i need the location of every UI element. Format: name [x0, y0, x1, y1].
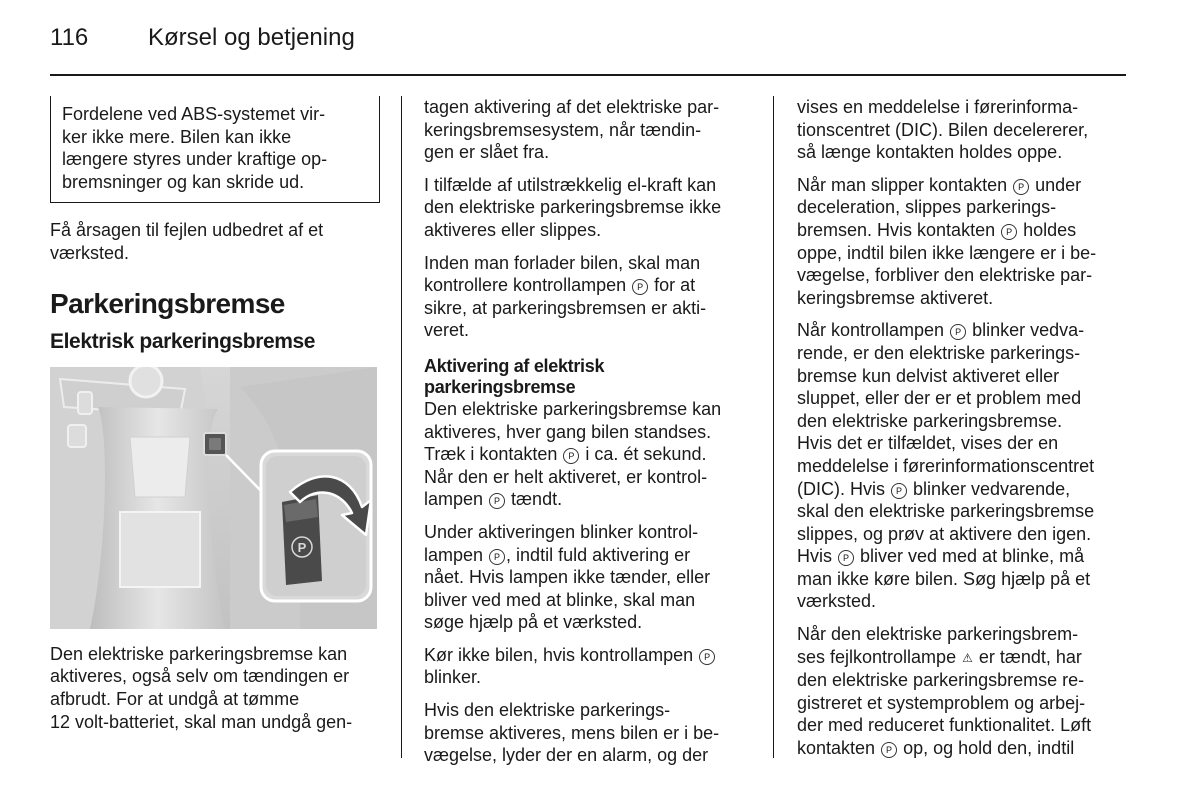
paragraph: Kør ikke bilen, hvis kontrollampen P blinker. — [424, 644, 754, 689]
header-rule — [50, 74, 1126, 76]
parking-brake-figure — [50, 367, 377, 629]
parking-brake-lamp-icon: P — [563, 448, 579, 464]
parking-brake-lamp-icon: P — [838, 550, 854, 566]
paragraph: Den elektriske parkeringsbremse kan aktiveres, også selv om tændingen er afbrudt. For at undgå at tømme 12 volt-batteriet, skal man undgå gen- — [50, 643, 353, 732]
parking-brake-lamp-icon: P — [881, 742, 897, 758]
parking-brake-lamp-icon: P — [489, 493, 505, 509]
paragraph: Når den elektriske parkeringsbrem- ses fejlkontrollampe ⚠ er tændt, har den elektriske parkeringsbremse re- gistreret et systemproblem og arbej- der med reduceret funktionalitet. Løft kontakten P op, og hold den, indtil — [797, 624, 1092, 759]
paragraph: vises en meddelelse i førerinforma- tionscentret (DIC). Bilen decelererer, så længe kontakten holdes oppe. — [797, 97, 1089, 163]
parking-brake-lamp-icon: P — [1013, 179, 1029, 195]
warning-box: Fordelene ved ABS-systemet vir- ker ikke mere. Bilen kan ikke længere styres under kraftige op- bremsninger og kan skride ud. — [50, 96, 380, 203]
parking-brake-fault-icon: ⚠ — [962, 650, 973, 665]
parking-brake-lamp-icon: P — [891, 483, 907, 499]
paragraph: Under aktiveringen blinker kontrol- lampen P , indtil fuld aktivering er nået. Hvis lampen ikke tænder, eller bliver ved med at blinke, skal man søge hjælp på et værksted. — [424, 521, 711, 633]
paragraph: I tilfælde af utilstrækkelig el-kraft kan den elektriske parkeringsbremse ikke aktiveres eller slippes. — [424, 174, 722, 240]
parking-brake-lamp-icon: P — [1001, 224, 1017, 240]
console-illustration — [50, 367, 377, 629]
column-divider-1 — [401, 96, 402, 758]
paragraph: Få årsagen til fejlen udbedret af et værksted. — [50, 220, 324, 263]
paragraph: Den elektriske parkeringsbremse kan aktiveres, hver gang bilen standses. Træk i kontakten P i ca. ét sekund. Når den er helt aktiveret, er kontrol- lampen P tændt. — [424, 398, 722, 510]
section-heading: Parkeringsbremse — [50, 287, 285, 319]
paragraph: tagen aktivering af det elektriske par- keringsbremsesystem, når tændin- gen er slået fra. — [424, 97, 720, 163]
column-divider-2 — [773, 96, 774, 758]
svg-text:P: P — [297, 539, 307, 555]
column-2 — [424, 96, 754, 777]
parking-brake-lamp-icon: P — [950, 324, 966, 340]
parking-brake-lamp-icon: P — [699, 649, 715, 665]
paragraph: Inden man forlader bilen, skal man kontrollere kontrollampen P for at sikre, at parkeringsbremsen er akti- veret. — [424, 252, 707, 341]
paragraph: Når man slipper kontakten P under deceleration, slippes parkerings- bremsen. Hvis kontakten P holdes oppe, indtil bilen ikke længere er i be- vægelse, forbliver den elektriske par- keringsbremse aktiveret. — [797, 174, 1097, 308]
parking-brake-lamp-icon: P — [632, 279, 648, 295]
section-title: Kørsel og betjening — [148, 24, 355, 51]
column-3 — [797, 96, 1127, 770]
paragraph: Hvis den elektriske parkerings- bremse aktiveres, mens bilen er i be- vægelse, lyder der en alarm, og der — [424, 700, 720, 766]
column-1 — [50, 96, 380, 743]
paragraph: Når kontrollampen P blinker vedva- rende, er den elektriske parkerings- bremse kun delvist aktiveret eller sluppet, eller der er et problem med den elektriske parkeringsbremse. Hvis det er tilfældet, vises der en meddelelse i førerinformationscentret (DIC). Hvis P blinker vedvarende, skal den elektriske parkeringsbremse slippes, og prøv at aktivere den igen. Hvis P bliver ved med at blinke, må man ikke køre bilen. Søg hjælp på et værksted. — [797, 320, 1095, 612]
subheading: Aktivering af elektrisk parkeringsbremse — [424, 355, 605, 397]
subsection-heading: Elektrisk parkeringsbremse — [50, 330, 316, 354]
parking-brake-lamp-icon: P — [489, 549, 505, 565]
page-number: 116 — [50, 24, 89, 51]
